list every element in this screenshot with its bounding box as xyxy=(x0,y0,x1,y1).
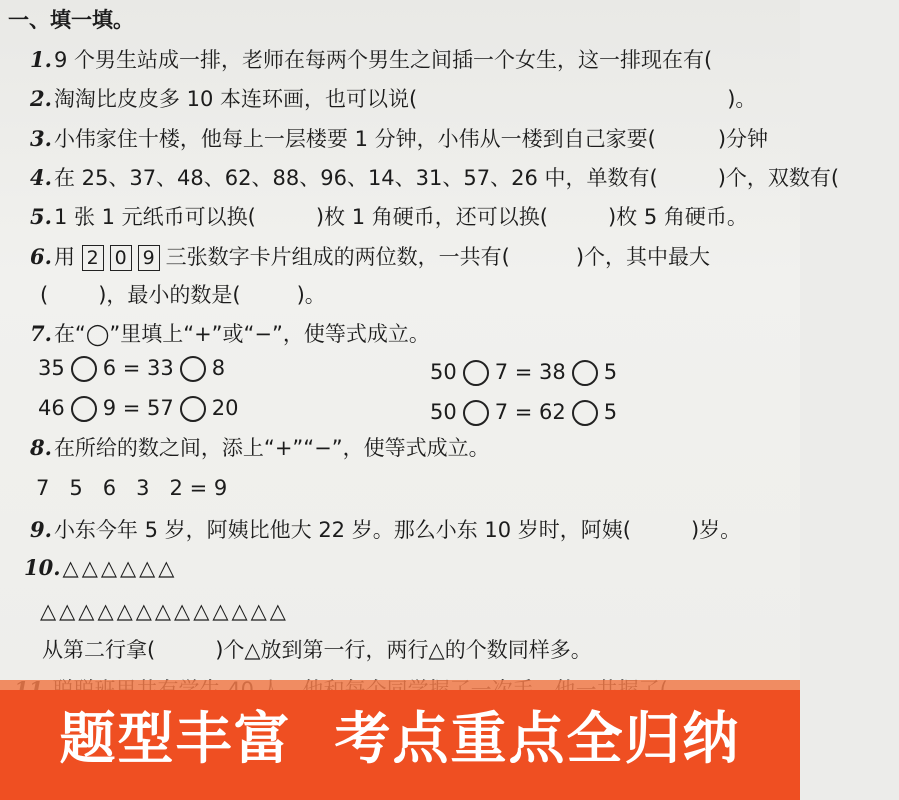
question-8: 8.在所给的数之间，添上“+”“−”，使等式成立。 xyxy=(30,435,490,460)
question-8-expression: 7 5 6 3 2 = 9 xyxy=(36,476,228,500)
section-title: 一、填一填。 xyxy=(8,8,134,32)
blank-circle[interactable] xyxy=(180,396,206,422)
question-2: 2.淘淘比皮皮多 10 本连环画，也可以说( )。 xyxy=(30,86,757,111)
equation-row: 50 7 = 62 5 xyxy=(430,400,618,424)
banner-text: 题型丰富 考点重点全归纳 xyxy=(59,707,741,772)
equation-row: 50 7 = 38 5 xyxy=(430,360,618,384)
promo-banner xyxy=(0,690,800,800)
question-4: 4.在 25、37、48、62、88、96、14、31、57、26 中，单数有( )个，双数有( xyxy=(30,165,840,190)
question-6-line2: ( )，最小的数是( )。 xyxy=(40,283,326,307)
question-1: 1.9 个男生站成一排，老师在每两个男生之间插一个女生，这一排现在有( xyxy=(30,47,713,72)
question-10: 10.△△△△△△ xyxy=(24,555,178,580)
question-5: 5.1 张 1 元纸币可以换( )枚 1 角硬币，还可以换( )枚 5 角硬币。 xyxy=(30,204,748,229)
equation-row: 46 9 = 57 20 xyxy=(38,396,239,420)
digit-card: 9 xyxy=(138,245,160,271)
blank-circle[interactable] xyxy=(463,400,489,426)
blank-circle[interactable] xyxy=(572,400,598,426)
digit-card: 0 xyxy=(110,245,132,271)
digit-card: 2 xyxy=(82,245,104,271)
question-9: 9.小东今年 5 岁，阿姨比他大 22 岁。那么小东 10 岁时，阿姨( )岁。 xyxy=(30,517,742,542)
question-6: 6.用 2 0 9 三张数字卡片组成的两位数，一共有( )个，其中最大 xyxy=(30,244,711,269)
question-7: 7.在“◯”里填上“+”或“−”，使等式成立。 xyxy=(30,321,430,346)
blank-circle[interactable] xyxy=(463,360,489,386)
blank-circle[interactable] xyxy=(71,396,97,422)
blank-circle[interactable] xyxy=(71,356,97,382)
question-3: 3.小伟家住十楼，他每上一层楼要 1 分钟，小伟从一楼到自己家要( )分钟 xyxy=(30,126,769,151)
question-10-text: 从第二行拿( )个△放到第一行，两行△的个数同样多。 xyxy=(42,638,592,662)
blank-circle[interactable] xyxy=(180,356,206,382)
blank-circle[interactable] xyxy=(572,360,598,386)
equation-row: 35 6 = 33 8 xyxy=(38,356,226,380)
triangle-row-2: △△△△△△△△△△△△△ xyxy=(40,599,289,623)
